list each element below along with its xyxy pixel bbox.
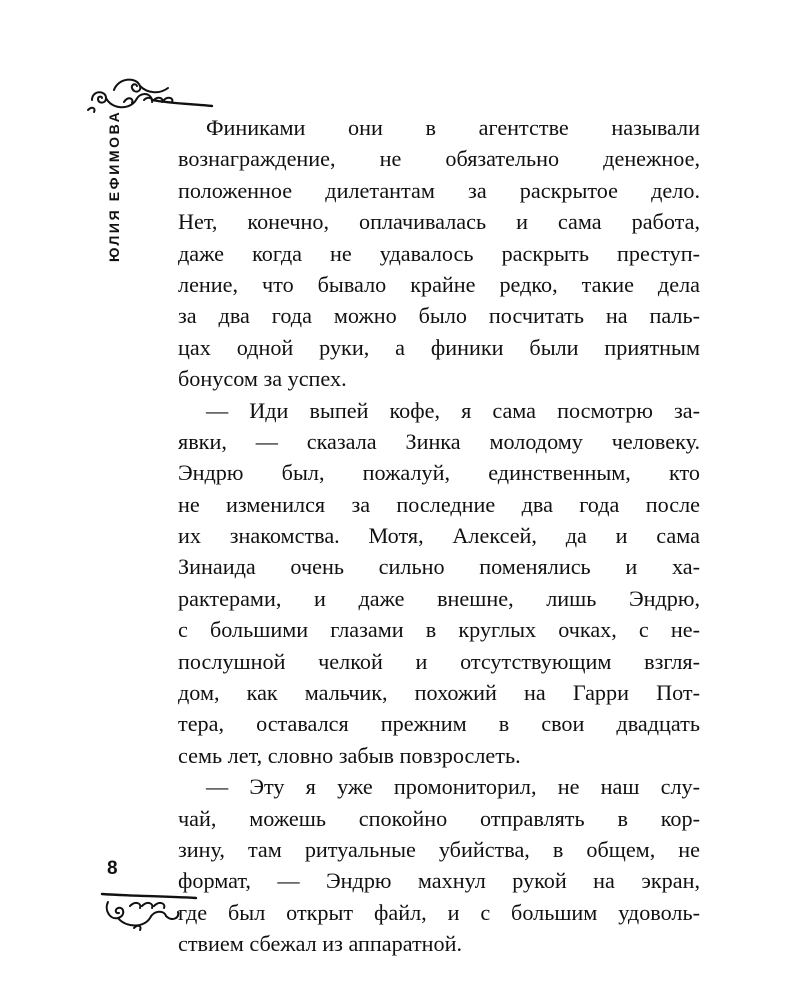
text-line: семь лет, словно забыв повзрослеть. — [178, 742, 521, 768]
text-line: — Иди выпей кофе, я сама посмотрю за- — [206, 397, 700, 423]
text-line: ствием сбежал из аппаратной. — [178, 931, 463, 957]
text-line: их знакомства. Мотя, Алексей, да и сама — [178, 523, 700, 549]
text-line: послушной челкой и отсутствующим взгля- — [178, 648, 700, 674]
text-line: цах одной руки, а финики были приятным — [178, 334, 700, 360]
text-line: Нет, конечно, оплачивалась и сама работа, — [178, 209, 700, 235]
text-line: тера, оставался прежним в свои двадцать — [178, 711, 700, 737]
text-line: явки, — сказала Зинка молодому человеку. — [178, 428, 700, 454]
text-line: Эндрю был, пожалуй, единственным, кто — [178, 460, 700, 486]
text-line: где был открыт файл, и с большим удоволь- — [178, 899, 700, 925]
running-head-author: ЮЛИЯ ЕФИМОВА — [106, 109, 122, 262]
text-line: Зинаида очень сильно поменялись и ха- — [178, 554, 700, 580]
text-line: Финиками они в агентстве называли — [206, 115, 700, 140]
text-line: даже когда не удавалось раскрыть преступ- — [178, 240, 700, 266]
text-line: не изменился за последние два года после — [178, 491, 700, 517]
body-text — [178, 112, 700, 960]
text-line: дом, как мальчик, похожий на Гарри Пот- — [178, 680, 700, 706]
text-line: вознаграждение, не обязательно денежное, — [178, 146, 700, 172]
text-line: формат, — Эндрю махнул рукой на экран, — [178, 868, 700, 894]
text-line: положенное дилетантам за раскрытое дело. — [178, 177, 700, 203]
page-number: 8 — [107, 858, 118, 879]
text-line: зину, там ритуальные убийства, в общем, не — [178, 836, 700, 862]
top-flourish-ornament — [84, 70, 214, 116]
text-line: бонусом за успех. — [178, 366, 347, 392]
text-line: за два года можно было посчитать на паль- — [178, 303, 700, 329]
bottom-flourish-ornament — [100, 888, 212, 934]
text-line: с большими глазами в круглых очках, с не- — [178, 617, 700, 643]
text-line: — Эту я уже промониторил, не наш слу- — [206, 774, 700, 800]
text-line: чай, можешь спокойно отправлять в кор- — [178, 805, 700, 831]
text-line: рактерами, и даже внешне, лишь Эндрю, — [178, 585, 700, 611]
text-line: ление, что бывало крайне редко, такие дела — [178, 271, 700, 297]
